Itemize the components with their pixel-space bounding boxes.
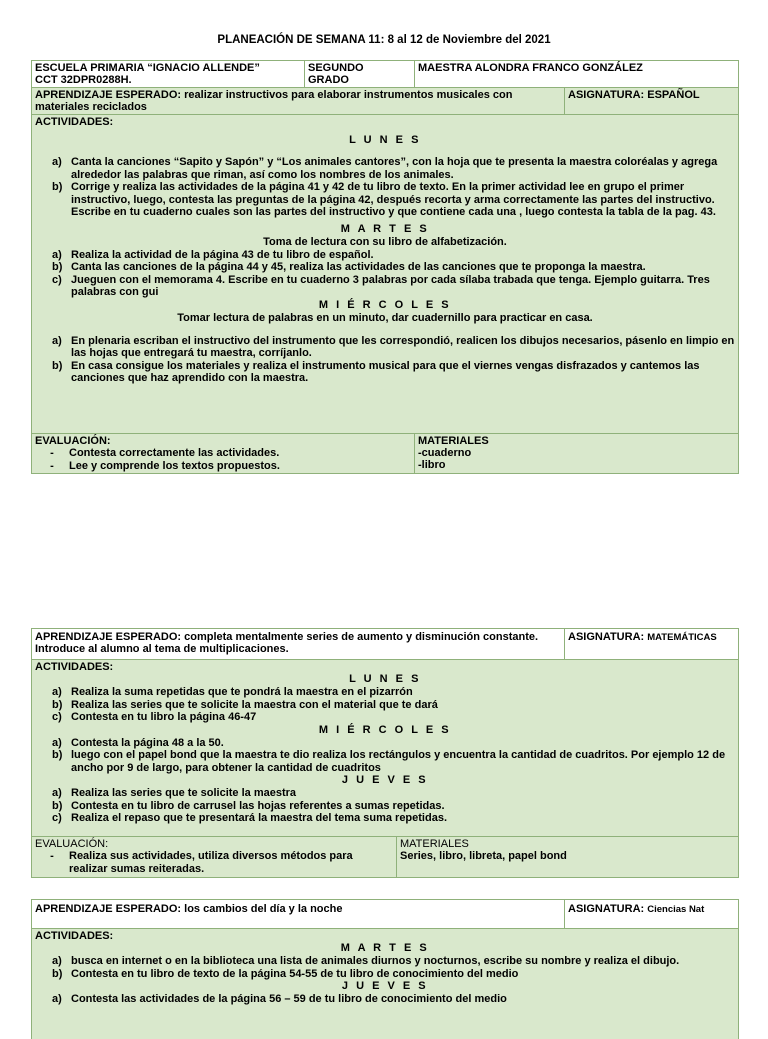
day-martes: M A R T E S [340,222,430,235]
list-item: b) En casa consigue los materiales y realiza el instrumento musical para que el viernes vengas disfrazados y cantemos las canciones que haz aprendido con la maestra. [52,359,700,384]
list-item: b) luego con el papel bond que la maestra te dio realiza los rectángulos y encuentra la cantidad de cuadritos. Por ejemplo 12 de ancho por 9 de largo, para obtener la cantidad de cuadritos [52,749,726,774]
list-item: a) Canta la canciones “Sapito y Sapón” y “Los animales cantores”, con la hoja que te presenta la maestra coloréalas y agrega alrededor las palabras que riman, así como los nombres de los animales. [52,156,718,181]
page-title: PLANEACIÓN DE SEMANA 11: 8 al 12 de Noviembre del 2021 [217,34,551,46]
materiales-label: MATERIALES [400,838,469,850]
miercoles-list [52,737,735,775]
evaluacion-list [35,447,411,472]
actividades-label: ACTIVIDADES: [35,116,114,128]
list-item: b) Realiza las series que te solicite la maestra con el material que te dará [52,698,438,711]
materiales-label: MATERIALES [418,435,489,447]
teacher-name: MAESTRA ALONDRA FRANCO GONZÁLEZ [414,61,738,87]
actividades-cell [32,115,738,433]
lunes-list [52,686,735,724]
list-item: a) Contesta la página 48 a la 50. [52,736,224,749]
list-item: a) busca en internet o en la biblioteca una lista de animales diurnos y nocturnos, escribe su nombre y realiza el dibujo. [52,955,680,967]
school-header-row [31,60,739,88]
evaluacion-cell [32,837,396,877]
list-item: c) Realiza el repaso que te presentará la maestra del tema suma repetidas. [52,812,448,824]
asignatura [564,629,738,659]
aprendizaje-row [31,899,739,929]
day-lunes: L U N E S [349,134,421,146]
day-miercoles: M I É R C O L E S [318,723,452,736]
list-item: c) Jueguen con el memorama 4. Escribe en tu cuaderno 3 palabras por cada sílaba trabada que tenga. Ejemplo guitarra. Tres palabras con gui [52,273,710,298]
day-jueves: J U E V E S [341,980,429,992]
list-item: b) Contesta en tu libro de texto de la página 54-55 de tu libro de conocimiento del medio [52,967,519,980]
miercoles-list [52,335,735,385]
list-item: a) Realiza las series que te solicite la maestra [52,787,297,799]
actividades-row [31,115,739,434]
evaluacion-label: EVALUACIÓN: [35,838,109,850]
list-item: b) Canta las canciones de la página 44 y 45, realiza las actividades de las canciones que te proponga la maestra. [52,261,646,273]
espanol-plan-table [31,60,739,474]
asignatura-value: MATEMÁTICAS [647,632,717,643]
list-item: - Contesta correctamente las actividades. [50,447,280,459]
list-item: - Realiza sus actividades, utiliza diversos métodos para realizar sumas reiteradas. [50,850,353,875]
materiales-cell [414,434,738,473]
matematicas-plan-table [31,628,739,878]
list-item: a) Realiza la actividad de la página 43 de tu libro de español. [52,248,374,261]
list-item: b) Contesta en tu libro de carrusel las hojas referentes a sumas repetidas. [52,799,445,812]
grade-cell [304,61,414,87]
actividades-label: ACTIVIDADES: [35,930,114,942]
ciencias-plan-table [31,899,739,1039]
grade-line-2: GRADO [308,74,349,86]
jueves-list [52,787,735,825]
asignatura: ASIGNATURA: ESPAÑOL [564,88,738,114]
materiales-item: -cuaderno [418,447,472,459]
martes-note: Toma de lectura con su libro de alfabetización. [263,235,507,248]
martes-list [52,955,735,980]
jueves-list [52,993,735,1006]
list-item: a) Contesta las actividades de la página 56 – 59 de tu libro de conocimiento del medio [52,993,507,1005]
asignatura-value: Ciencias Nat [647,904,705,915]
lunes-list [52,156,735,219]
evaluacion-list [35,850,393,875]
asignatura-label: ASIGNATURA: [568,631,648,643]
aprendizaje-row [31,628,739,660]
evaluacion-row [31,434,739,474]
list-item: a) Realiza la suma repetidas que te pondrá la maestra en el pizarrón [52,686,413,698]
evaluacion-row [31,837,739,878]
evaluacion-cell [32,434,414,473]
day-miercoles: M I É R C O L E S [318,298,452,311]
aprendizaje-row [31,88,739,115]
actividades-cell [32,660,738,836]
asignatura [564,900,738,928]
day-jueves: J U E V E S [341,774,429,786]
list-item: a) En plenaria escriban el instructivo del instrumento que les correspondió, realicen los dibujos necesarios, pásenlo en limpio en las hojas que entregará tu maestra, corríjanlo. [52,334,735,359]
asignatura-label: ASIGNATURA: [568,903,648,915]
martes-list [52,249,735,299]
day-lunes: L U N E S [349,673,421,685]
aprendizaje-esperado: APRENDIZAJE ESPERADO: completa mentalmente series de aumento y disminución constante. Introduce al alumno al tema de multiplicaciones. [35,631,539,655]
list-item: - Lee y comprende los textos propuestos. [50,459,280,472]
grade-line-1: SEGUNDO [308,62,364,74]
actividades-cell [32,929,738,1039]
materiales-text: Series, libro, libreta, papel bond [400,850,567,862]
school-cct: CCT 32DPR0288H. [35,74,132,86]
list-item: b) Corrige y realiza las actividades de la página 41 y 42 de tu libro de texto. En la primer actividad lee en grupo el primer instructivo, luego, contesta las preguntas de la página 42, después recorta y arma correctamente las partes del instructivo. Escribe en tu cuaderno cuales son las partes del instructivo y que contiene cada una , luego contesta la tabla de la pag. 43. [52,181,716,218]
list-item: c) Contesta en tu libro la página 46-47 [52,711,257,723]
actividades-row [31,660,739,837]
materiales-item: -libro [418,459,446,471]
school-cell [32,61,304,87]
day-martes: M A R T E S [340,942,430,954]
materiales-cell [396,837,738,877]
actividades-row [31,929,739,1039]
aprendizaje-esperado: APRENDIZAJE ESPERADO: los cambios del día y la noche [35,903,343,915]
aprendizaje-esperado: APRENDIZAJE ESPERADO: realizar instructivos para elaborar instrumentos musicales con materiales reciclados [35,89,513,113]
evaluacion-label: EVALUACIÓN: [35,435,111,447]
miercoles-note: Tomar lectura de palabras en un minuto, dar cuadernillo para practicar en casa. [177,311,593,324]
school-name: ESCUELA PRIMARIA “IGNACIO ALLENDE” [35,62,260,74]
actividades-label: ACTIVIDADES: [35,661,114,673]
